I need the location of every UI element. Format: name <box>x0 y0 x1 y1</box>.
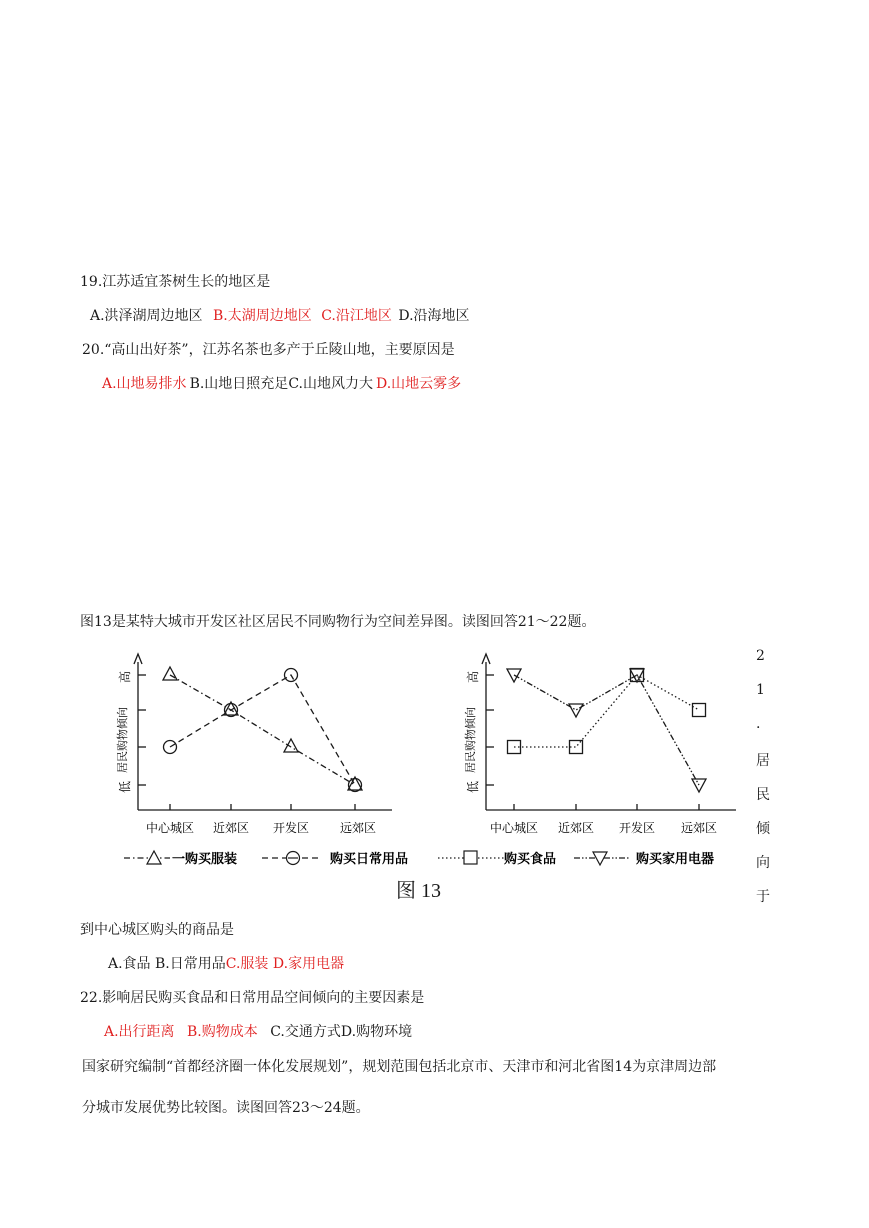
chart-left-x-label-0: 中心城区 <box>145 821 195 835</box>
q21-vertical-char: 居 <box>756 753 770 769</box>
legend-item-daily-goods <box>262 851 408 867</box>
q19-option-b: B.太湖周边地区 <box>213 308 312 324</box>
q22-options <box>104 1023 412 1041</box>
q19-option-c: C.沿江地区 <box>321 308 392 324</box>
chart-1-series-1-point-1 <box>569 704 583 717</box>
chart-right-x-label-1: 近郊区 <box>557 821 595 835</box>
chart-legend <box>118 846 738 870</box>
chart-1-series-1-point-3 <box>692 779 706 792</box>
legend-item-appliances <box>574 851 714 867</box>
chart-right-y-high-label: 高 <box>466 671 480 684</box>
chart-1-series-1-line <box>514 675 699 785</box>
legend-item-food <box>438 851 556 867</box>
q19-option-d: D.沿海地区 <box>398 308 470 324</box>
legend-clothing-label: 一购买服装 <box>172 852 238 867</box>
q21-vertical-char: 1 <box>756 682 765 698</box>
q19-options <box>90 307 470 325</box>
q21-stem-continuation: 到中心城区购头的商品是 <box>80 922 234 938</box>
chart-left-x-label-1: 近郊区 <box>212 821 250 835</box>
legend-item-clothing <box>124 851 237 867</box>
chart-right-x-label-2: 开发区 <box>618 821 656 835</box>
chart-right-axes <box>482 654 736 810</box>
chart-left-series-layer <box>163 667 362 792</box>
chart-right-x-label-3: 远郊区 <box>680 821 718 835</box>
chart-right <box>446 650 746 845</box>
legend-clothing-marker-icon <box>147 851 161 864</box>
q20-stem: 20.“高山出好茶”，江苏名茶也多产于丘陵山地，主要原因是 <box>82 342 455 358</box>
q21-options <box>108 955 344 973</box>
fig14-intro-line2: 分城市发展优势比较图。读图回答23～24题。 <box>82 1100 370 1116</box>
fig13-intro: 图13是某特大城市开发区社区居民不同购物行为空间差异图。读图回答21～22题。 <box>80 614 596 630</box>
q21-vertical-char: . <box>756 716 761 732</box>
q22-option-b: B.购物成本 <box>187 1024 258 1040</box>
chart-left-axes <box>134 654 392 810</box>
chart-right-series-layer <box>507 669 706 793</box>
chart-right-y-axis-label: 居民购物倾向 <box>464 707 477 773</box>
q20-options <box>102 375 461 393</box>
chart-left-y-axis-label: 居民购物倾向 <box>116 707 129 773</box>
chart-left-x-label-2: 开发区 <box>272 821 310 835</box>
figure-caption: 图 13 <box>396 880 441 902</box>
chart-right-y-low-label: 低 <box>466 781 480 794</box>
chart-0-series-0-point-2 <box>284 739 298 752</box>
q19-option-a: A.洪泽湖周边地区 <box>90 308 203 324</box>
q21-option-c: C.服装 <box>225 956 269 972</box>
chart-right-x-label-0: 中心城区 <box>489 821 539 835</box>
chart-left-y-low-label: 低 <box>118 781 132 794</box>
q21-vertical-char: 民 <box>756 787 770 803</box>
q22-option-a: A.出行距离 <box>104 1024 175 1040</box>
q21-vertical-char: 2 <box>756 648 765 664</box>
fig14-intro-line1: 国家研究编制“首都经济圈一体化发展规划”，规划范围包括北京市、天津市和河北省图14为京津周边部 <box>82 1059 717 1075</box>
q20-option-c: C.山地风力大 <box>288 376 373 392</box>
q20-option-b: B.山地日照充足 <box>189 376 289 392</box>
q20-option-d: D.山地云雾多 <box>375 376 462 392</box>
legend-food-label: 购买食品 <box>504 852 557 867</box>
chart-left-x-label-3: 远郊区 <box>339 821 377 835</box>
q21-option-b: B.日常用品 <box>155 956 226 972</box>
chart-left-y-high-label: 高 <box>118 671 132 684</box>
q21-option-d: D.家用电器 <box>272 956 345 972</box>
chart-1-series-0-point-3 <box>693 704 706 717</box>
q21-vertical-char: 倾 <box>756 821 770 837</box>
q21-option-a: A.食品 <box>108 956 151 972</box>
q21-vertical-char: 向 <box>756 855 770 871</box>
chart-left <box>100 650 400 845</box>
legend-daily-goods-label: 购买日常用品 <box>330 852 409 867</box>
q22-stem: 22.影响居民购买食品和日常用品空间倾向的主要因素是 <box>80 990 425 1006</box>
q19-stem: 19.江苏适宜茶树生长的地区是 <box>80 274 271 290</box>
q22-option-d: D.购物环境 <box>340 1024 413 1040</box>
q20-option-a: A.山地易排水 <box>102 376 187 392</box>
q21-vertical-char: 于 <box>756 889 770 905</box>
q22-option-c: C.交通方式 <box>270 1024 341 1040</box>
legend-appliances-label: 购买家用电器 <box>636 852 715 867</box>
legend-food-marker-icon <box>464 851 477 864</box>
